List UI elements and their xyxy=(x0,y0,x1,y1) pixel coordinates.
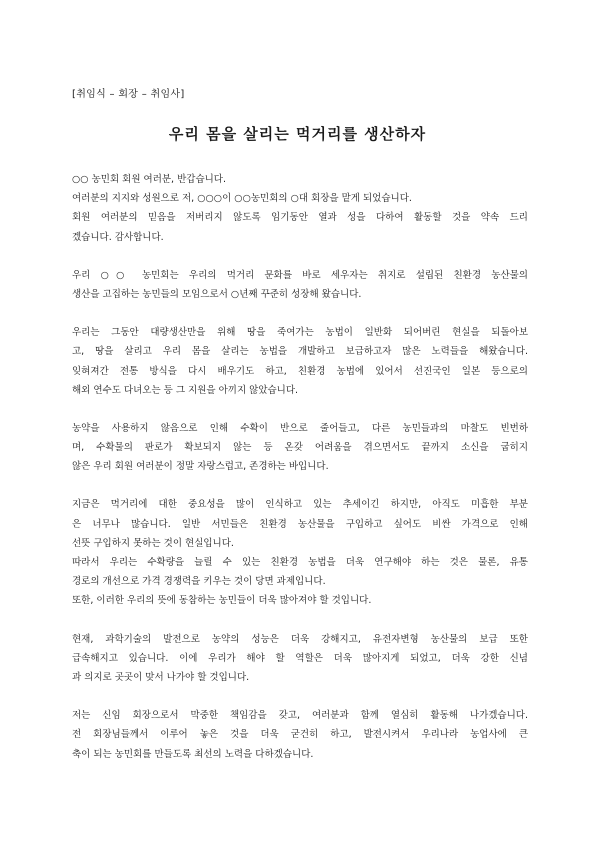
paragraph-line: 겠습니다. 감사합니다. xyxy=(72,231,164,243)
paragraph-line: 따라서 우리는 수확량을 늘릴 수 있는 친환경 농법을 더욱 연구해야 하는 것은 물론, 유통 xyxy=(72,557,528,568)
paragraph-line: 은 너무나 많습니다. 일반 서민들은 친환경 농산물을 구입하고 싶어도 비싼 가격으로 인해 xyxy=(72,518,528,530)
paragraph-line: 해외 연수도 다녀오는 등 그 지원을 아끼지 않았습니다. xyxy=(72,384,299,396)
paragraph-line: 회원 여러분의 믿음을 저버리지 않도록 임기동안 열과 성을 다하여 활동할 것을 약속 드리 xyxy=(72,212,528,224)
paragraph-line: 현재, 과학기술의 발전으로 농약의 성능은 더욱 강해지고, 유전자변형 농산물의 보급 또한 xyxy=(72,633,528,645)
paragraph-line: 여러분의 지지와 성원으로 저, ○○○이 ○○농민회의 ○대 회장을 맡게 되었습니다. xyxy=(72,193,412,205)
paragraph-line: 지금은 먹거리에 대한 중요성을 많이 인식하고 있는 추세이긴 하지만, 아직도 미흡한 부분 xyxy=(72,499,528,511)
paragraph-line: 잊혀져간 전통 방식을 다시 배우기도 하고, 친환경 농법에 있어서 선진국인 일본 등으로의 xyxy=(72,365,528,377)
paragraph-line: 며, 수확물의 판로가 확보되지 않는 등 온갖 어려움을 겪으면서도 끝까지 소신을 굽히지 xyxy=(72,442,528,454)
paragraph-line: 저는 신임 회장으로서 막중한 책임감을 갖고, 여러분과 함께 열심히 활동해 나가겠습니다. xyxy=(72,710,528,722)
paragraph-line: 우리는 그동안 대량생산만을 위해 땅을 죽여가는 농법이 일반화 되어버린 현실을 되돌아보 xyxy=(72,327,528,339)
paragraph-line: ○○ 농민회 회원 여러분, 반갑습니다. xyxy=(72,174,226,185)
paragraph xyxy=(72,266,528,304)
section-tag: [취임식 – 회장 – 취임사] xyxy=(72,89,185,100)
paragraph-line: 농약을 사용하지 않음으로 인해 수확이 반으로 줄어들고, 다른 농민들과의 마찰도 빈번하 xyxy=(72,422,528,434)
paragraph xyxy=(72,706,528,764)
paragraph xyxy=(72,630,528,688)
paragraph-line: 경로의 개선으로 가격 경쟁력을 키우는 것이 당면 과제입니다. xyxy=(72,576,326,588)
paragraph-line: 급속해지고 있습니다. 이에 우리가 해야 할 역할은 더욱 많아지게 되었고, 더욱 강한 신념 xyxy=(72,652,528,664)
paragraph-line: 전 회장님들께서 이루어 놓은 것을 더욱 굳건히 하고, 발전시켜서 우리나라 농업사에 큰 xyxy=(72,729,528,741)
paragraph-line: 않은 우리 회원 여러분이 정말 자랑스럽고, 존경하는 바입니다. xyxy=(72,461,329,473)
speech-body xyxy=(72,170,528,783)
paragraph xyxy=(72,170,528,247)
paragraph xyxy=(72,323,528,400)
paragraph-line: 우리 ○○ 농민회는 우리의 먹거리 문화를 바로 세우자는 취지로 설립된 친환경 농산물의 xyxy=(72,269,528,281)
paragraph xyxy=(72,419,528,477)
paragraph-line: 생산을 고집하는 농민들의 모임으로서 ○년째 꾸준히 성장해 왔습니다. xyxy=(72,288,362,300)
paragraph-line: 과 의지로 곳곳이 맞서 나가야 할 것입니다. xyxy=(72,671,250,683)
paragraph-line: 고, 땅을 살리고 우리 몸을 살리는 농법을 개발하고 보급하고자 많은 노력들을 해왔습니다. xyxy=(72,346,528,358)
paragraph xyxy=(72,495,528,610)
paragraph-line: 축이 되는 농민회를 만들도록 최선의 노력을 다하겠습니다. xyxy=(72,748,314,760)
paragraph-line: 선뜻 구입하지 못하는 것이 현실입니다. xyxy=(72,537,234,549)
paragraph-line: 또한, 이러한 우리의 뜻에 동참하는 농민들이 더욱 많아져야 할 것입니다. xyxy=(72,595,372,607)
page-title: 우리 몸을 살리는 먹거리를 생산하자 xyxy=(168,125,427,143)
